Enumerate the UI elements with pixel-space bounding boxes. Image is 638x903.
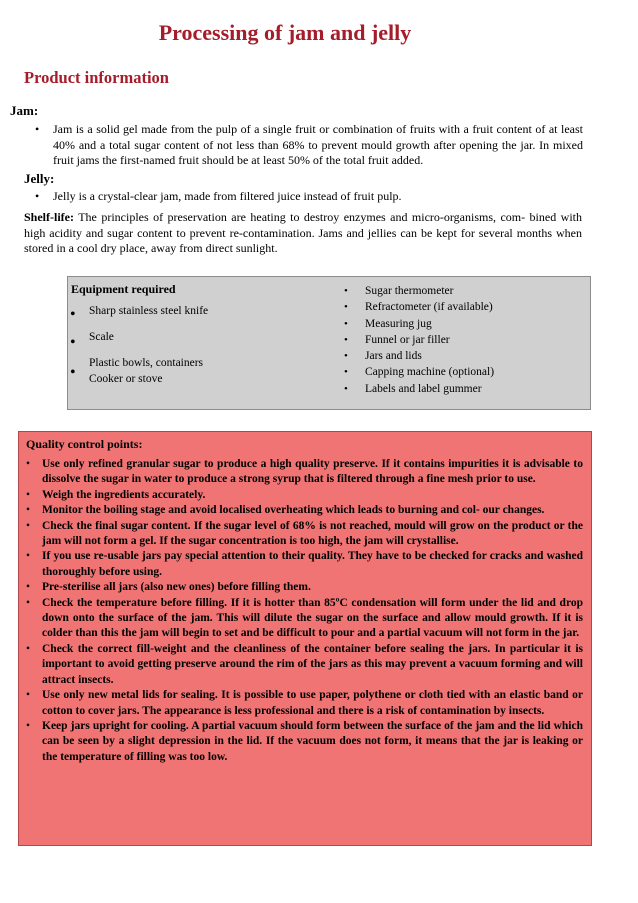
- quality-point: • Check the final sugar content. If the sugar level of 68% is not reached, mould will grow on the product or the jam will not form a gel. If the sugar concentration is too high, the jam will crystallise.: [26, 519, 583, 548]
- quality-point: • If you use re-usable jars pay special attention to their quality. They have to be checked for cracks and washed thoroughly before using.: [26, 550, 583, 578]
- shelf-life-text: The principles of preservation are heating to destroy enzymes and micro-organisms, com- bined with high acidity and sugar content to prevent re-contamination. Jams and jellies can be kept for several months when stored in a cool dry place, away from direct sunlight.: [24, 210, 582, 256]
- equipment-item: • Refractometer (if available): [344, 301, 493, 314]
- quality-point: • Check the temperature before filling. If it is hotter than 85ºC condensation will form under the lid and drop down onto the surface of the jam. This will dilute the sugar on the surface and allow mould growth. If it is colder than this the jam will begin to set and be difficult to pour and a partial vacuum will not form in the jar.: [26, 596, 583, 640]
- equipment-heading: Equipment required: [71, 282, 176, 296]
- quality-point: • Check the correct fill-weight and the cleanliness of the container before sealing the jars. In particular it is important to avoid getting preserve around the rim of the jars as this may prevent a vacuum forming and will attract insects.: [26, 642, 583, 686]
- shelf-life-paragraph: [24, 210, 582, 257]
- equipment-bullet: •: [70, 364, 76, 381]
- equipment-bullet: •: [70, 306, 76, 323]
- equipment-item: • Capping machine (optional): [344, 366, 495, 379]
- page-title: Processing of jam and jelly: [158, 20, 412, 45]
- quality-point: • Weigh the ingredients accurately.: [26, 488, 206, 501]
- equipment-item: Scale: [89, 331, 114, 343]
- equipment-list-right: [344, 283, 494, 397]
- quality-point: • Use only refined granular sugar to produce a high quality preserve. If it contains impurities it is advisable to dissolve the sugar in water to produce a strong syrup that is filtered through a fine mesh prior to use.: [26, 458, 583, 486]
- quality-point: • Keep jars upright for cooling. A partial vacuum should form between the surface of the jam and the lid which can be seen by a slight depression in the lid. If the vacuum does not form, it means that the jar is leaking or the temperature of filling was too low.: [26, 719, 583, 763]
- equipment-box: [67, 276, 591, 410]
- jam-description: Jam is a solid gel made from the pulp of a single fruit or combination of fruits with a fruit content of at least 40% and a total sugar content of not less than 68% to prevent mould growth after opening the jar. In mixed fruit jams the first-named fruit should be at least 50% of the total fruit added.: [53, 122, 583, 168]
- shelf-life-label: Shelf-life:: [24, 210, 74, 224]
- jelly-bullet: •: [35, 189, 40, 203]
- equipment-item: • Jars and lids: [344, 350, 422, 363]
- equipment-item: • Sugar thermometer: [344, 285, 454, 297]
- quality-point: • Monitor the boiling stage and avoid localised overheating which leads to burning and col- our changes.: [26, 504, 545, 517]
- equipment-item: • Funnel or jar filler: [344, 333, 450, 346]
- quality-control-list: [19, 457, 593, 765]
- equipment-bullet: •: [70, 334, 76, 351]
- equipment-item: • Labels and label gummer: [344, 382, 482, 395]
- equipment-item: • Measuring jug: [344, 317, 432, 330]
- quality-control-box: [18, 431, 592, 846]
- jelly-heading: Jelly:: [24, 171, 55, 186]
- equipment-item: Sharp stainless steel knife: [89, 305, 209, 317]
- quality-point: • Use only new metal lids for sealing. It is possible to use paper, polythene or cloth tied with an elastic band or cotton to cover jars. The appearance is less professional and there is a risk of contamination by insects.: [26, 689, 583, 717]
- jelly-description: Jelly is a crystal-clear jam, made from filtered juice instead of fruit pulp.: [53, 189, 402, 203]
- section-heading-product-information: Product information: [24, 68, 169, 87]
- quality-point: • Pre-sterilise all jars (also new ones) before filling them.: [26, 581, 311, 594]
- jam-bullet: •: [35, 122, 40, 136]
- quality-control-heading: Quality control points:: [26, 437, 143, 451]
- jam-heading: Jam:: [10, 103, 39, 118]
- equipment-item: Plastic bowls, containers: [89, 357, 204, 369]
- equipment-item: Cooker or stove: [89, 373, 163, 385]
